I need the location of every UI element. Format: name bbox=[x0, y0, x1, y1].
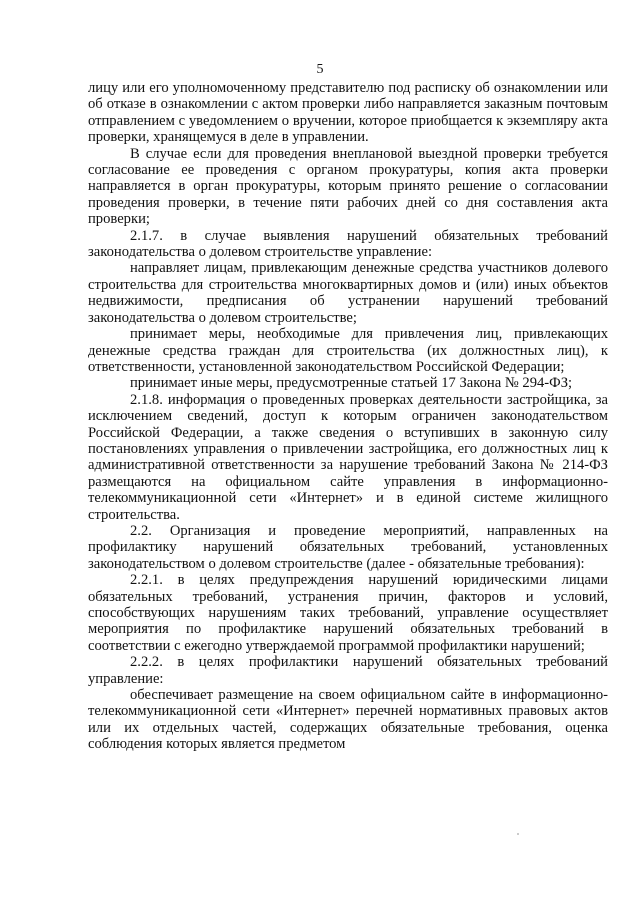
scan-speck bbox=[517, 833, 519, 835]
paragraph-liability-measures: принимает меры, необходимые для привлечения лиц, привлекающих денежные средства граждан для строительства (их должностных лиц), к ответственности, установленной законодательством Российской Федерации; bbox=[88, 326, 608, 375]
page-number: 5 bbox=[316, 62, 324, 77]
document-body bbox=[88, 80, 608, 753]
paragraph-prosecutor-approval: В случае если для проведения внеплановой выездной проверки требуется согласование ее проведения с органом прокуратуры, копия акта проверки направляется в орган прокуратуры, которым принято решение о согласовании проведения проверки, в течение пяти рабочих дней со дня составления акта проверки; bbox=[88, 145, 608, 228]
paragraph-2-2: 2.2. Организация и проведение мероприятий, направленных на профилактику нарушений обязательных требований, установленных законодательством о долевом строительстве (далее - обязательные требования): bbox=[88, 522, 608, 572]
paragraph-orders: направляет лицам, привлекающим денежные средства участников долевого строительства для строительства многоквартирных домов и (или) иных объектов недвижимости, предписания об устранении нарушений требований законодательства о долевом строительстве; bbox=[88, 260, 608, 326]
paragraph-website-publication: обеспечивает размещение на своем официальном сайте в информационно-телекоммуникационной сети «Интернет» перечней нормативных правовых актов или их отдельных частей, содержащих обязательные требования, оценка соблюдения которых является предметом bbox=[88, 687, 608, 753]
paragraph-2-1-7: 2.1.7. в случае выявления нарушений обязательных требований законодательства о долевом строительстве управление: bbox=[88, 227, 608, 261]
paragraph-continuation: лицу или его уполномоченному представителю под расписку об ознакомлении или об отказе в ознакомлении с актом проверки либо направляется заказным почтовым отправлением с уведомлением о вручении, которое приобщается к экземпляру акта проверки, хранящемуся в деле в управлении. bbox=[88, 80, 608, 146]
paragraph-other-measures: принимает иные меры, предусмотренные статьей 17 Закона № 294-ФЗ; bbox=[130, 375, 573, 392]
paragraph-2-2-1: 2.2.1. в целях предупреждения нарушений юридическими лицами обязательных требований, устранения причин, факторов и условий, способствующих нарушениям таких требований, управление осуществляет мероприятия по профилактике нарушений обязательных требований в соответствии с ежегодно утверждаемой программой профилактики нарушений; bbox=[88, 572, 608, 654]
paragraph-2-1-8: 2.1.8. информация о проведенных проверках деятельности застройщика, за исключением сведений, доступ к которым ограничен законодательством Российской Федерации, а также сведения о вступивших в законную силу постановлениях управления о привлечении застройщика, его должностных лиц к административной ответственности за нарушение требований Закона № 214-ФЗ размещаются на официальном сайте управления в информационно-телекоммуникационной сети «Интернет» и в единой системе жилищного строительства. bbox=[88, 391, 608, 523]
paragraph-2-2-2: 2.2.2. в целях профилактики нарушений обязательных требований управление: bbox=[88, 654, 608, 687]
